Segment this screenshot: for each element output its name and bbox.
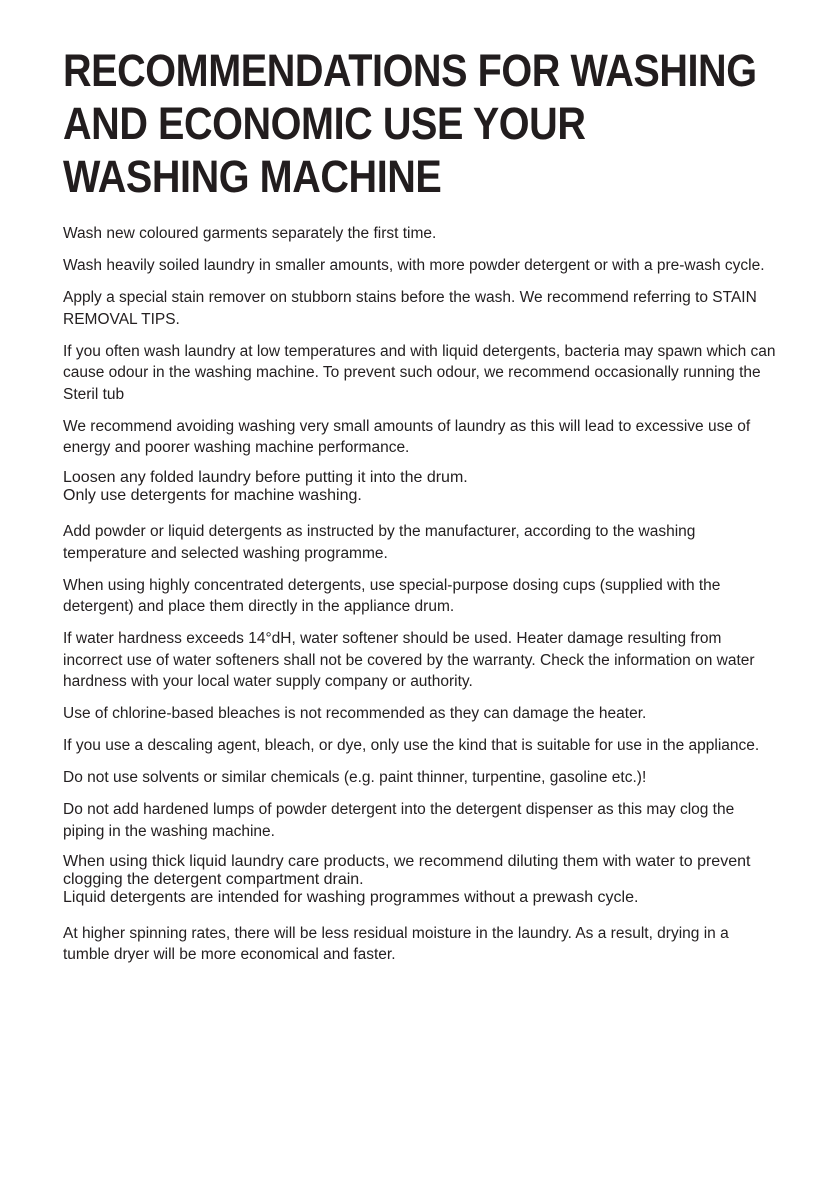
paragraph-text: Apply a special stain remover on stubborn stains before the wash. We recommend referring to STAIN REMOVAL TIPS.	[63, 289, 757, 328]
paragraph-text: Do not use solvents or similar chemicals (e.g. paint thinner, turpentine, gasoline etc.)!	[63, 769, 647, 786]
paragraph-text: Wash heavily soiled laundry in smaller amounts, with more powder detergent or with a pre-wash cycle.	[63, 257, 765, 274]
paragraph	[63, 287, 777, 330]
paragraph-text: If water hardness exceeds 14°dH, water softener should be used. Heater damage resulting from incorrect use of water softeners shall not be covered by the warranty. Check the information on water hardness with your local water supply company or authority.	[63, 630, 755, 690]
paragraph	[63, 575, 777, 618]
paragraph	[63, 767, 777, 789]
paragraph-text: If you use a descaling agent, bleach, or dye, only use the kind that is suitable for use in the appliance.	[63, 737, 760, 754]
paragraph-text: Use of chlorine-based bleaches is not recommended as they can damage the heater.	[63, 705, 647, 722]
paragraph-text: Loosen any folded laundry before putting it into the drum.	[63, 469, 468, 486]
paragraph	[63, 255, 777, 277]
paragraph	[63, 628, 777, 693]
paragraph-text: If you often wash laundry at low temperatures and with liquid detergents, bacteria may spawn which can cause odour in the washing machine. To prevent such odour, we recommend occasionally running the Steril tub	[63, 342, 776, 403]
paragraph-text: When using thick liquid laundry care products, we recommend diluting them with water to prevent clogging the detergent compartment drain.	[63, 852, 751, 888]
paragraph	[63, 223, 777, 245]
paragraph-text: When using highly concentrated detergents, use special-purpose dosing cups (supplied with the detergent) and place them directly in the appliance drum.	[63, 576, 721, 615]
body-text	[63, 223, 777, 966]
paragraph-text: Only use detergents for machine washing.	[63, 487, 362, 504]
paragraph-text: We recommend avoiding washing very small amounts of laundry as this will lead to excessive use of energy and poorer washing machine performance.	[63, 417, 751, 456]
paragraph	[63, 416, 777, 459]
page-title-line-2: AND ECONOMIC USE YOUR	[63, 98, 586, 149]
paragraph	[63, 703, 777, 725]
paragraph	[63, 923, 777, 966]
paragraph	[63, 799, 777, 842]
paragraph	[63, 521, 777, 564]
paragraph	[63, 341, 777, 406]
page-title-line-3: WASHING MACHINE	[63, 151, 442, 202]
paragraph	[63, 735, 777, 757]
paragraph-text: Liquid detergents are intended for washing programmes without a prewash cycle.	[63, 888, 639, 906]
paragraph-text: Wash new coloured garments separately the first time.	[63, 225, 437, 242]
paragraph-text: Do not add hardened lumps of powder detergent into the detergent dispenser as this may clog the piping in the washing machine.	[63, 801, 735, 840]
paragraph-text: Add powder or liquid detergents as instructed by the manufacturer, according to the washing temperature and selected washing programme.	[63, 523, 696, 562]
page-title	[63, 44, 777, 203]
page-title-line-1: RECOMMENDATIONS FOR WASHING	[63, 45, 757, 96]
paragraph-text: At higher spinning rates, there will be less residual moisture in the laundry. As a result, drying in a tumble dryer will be more economical and faster.	[63, 924, 729, 963]
